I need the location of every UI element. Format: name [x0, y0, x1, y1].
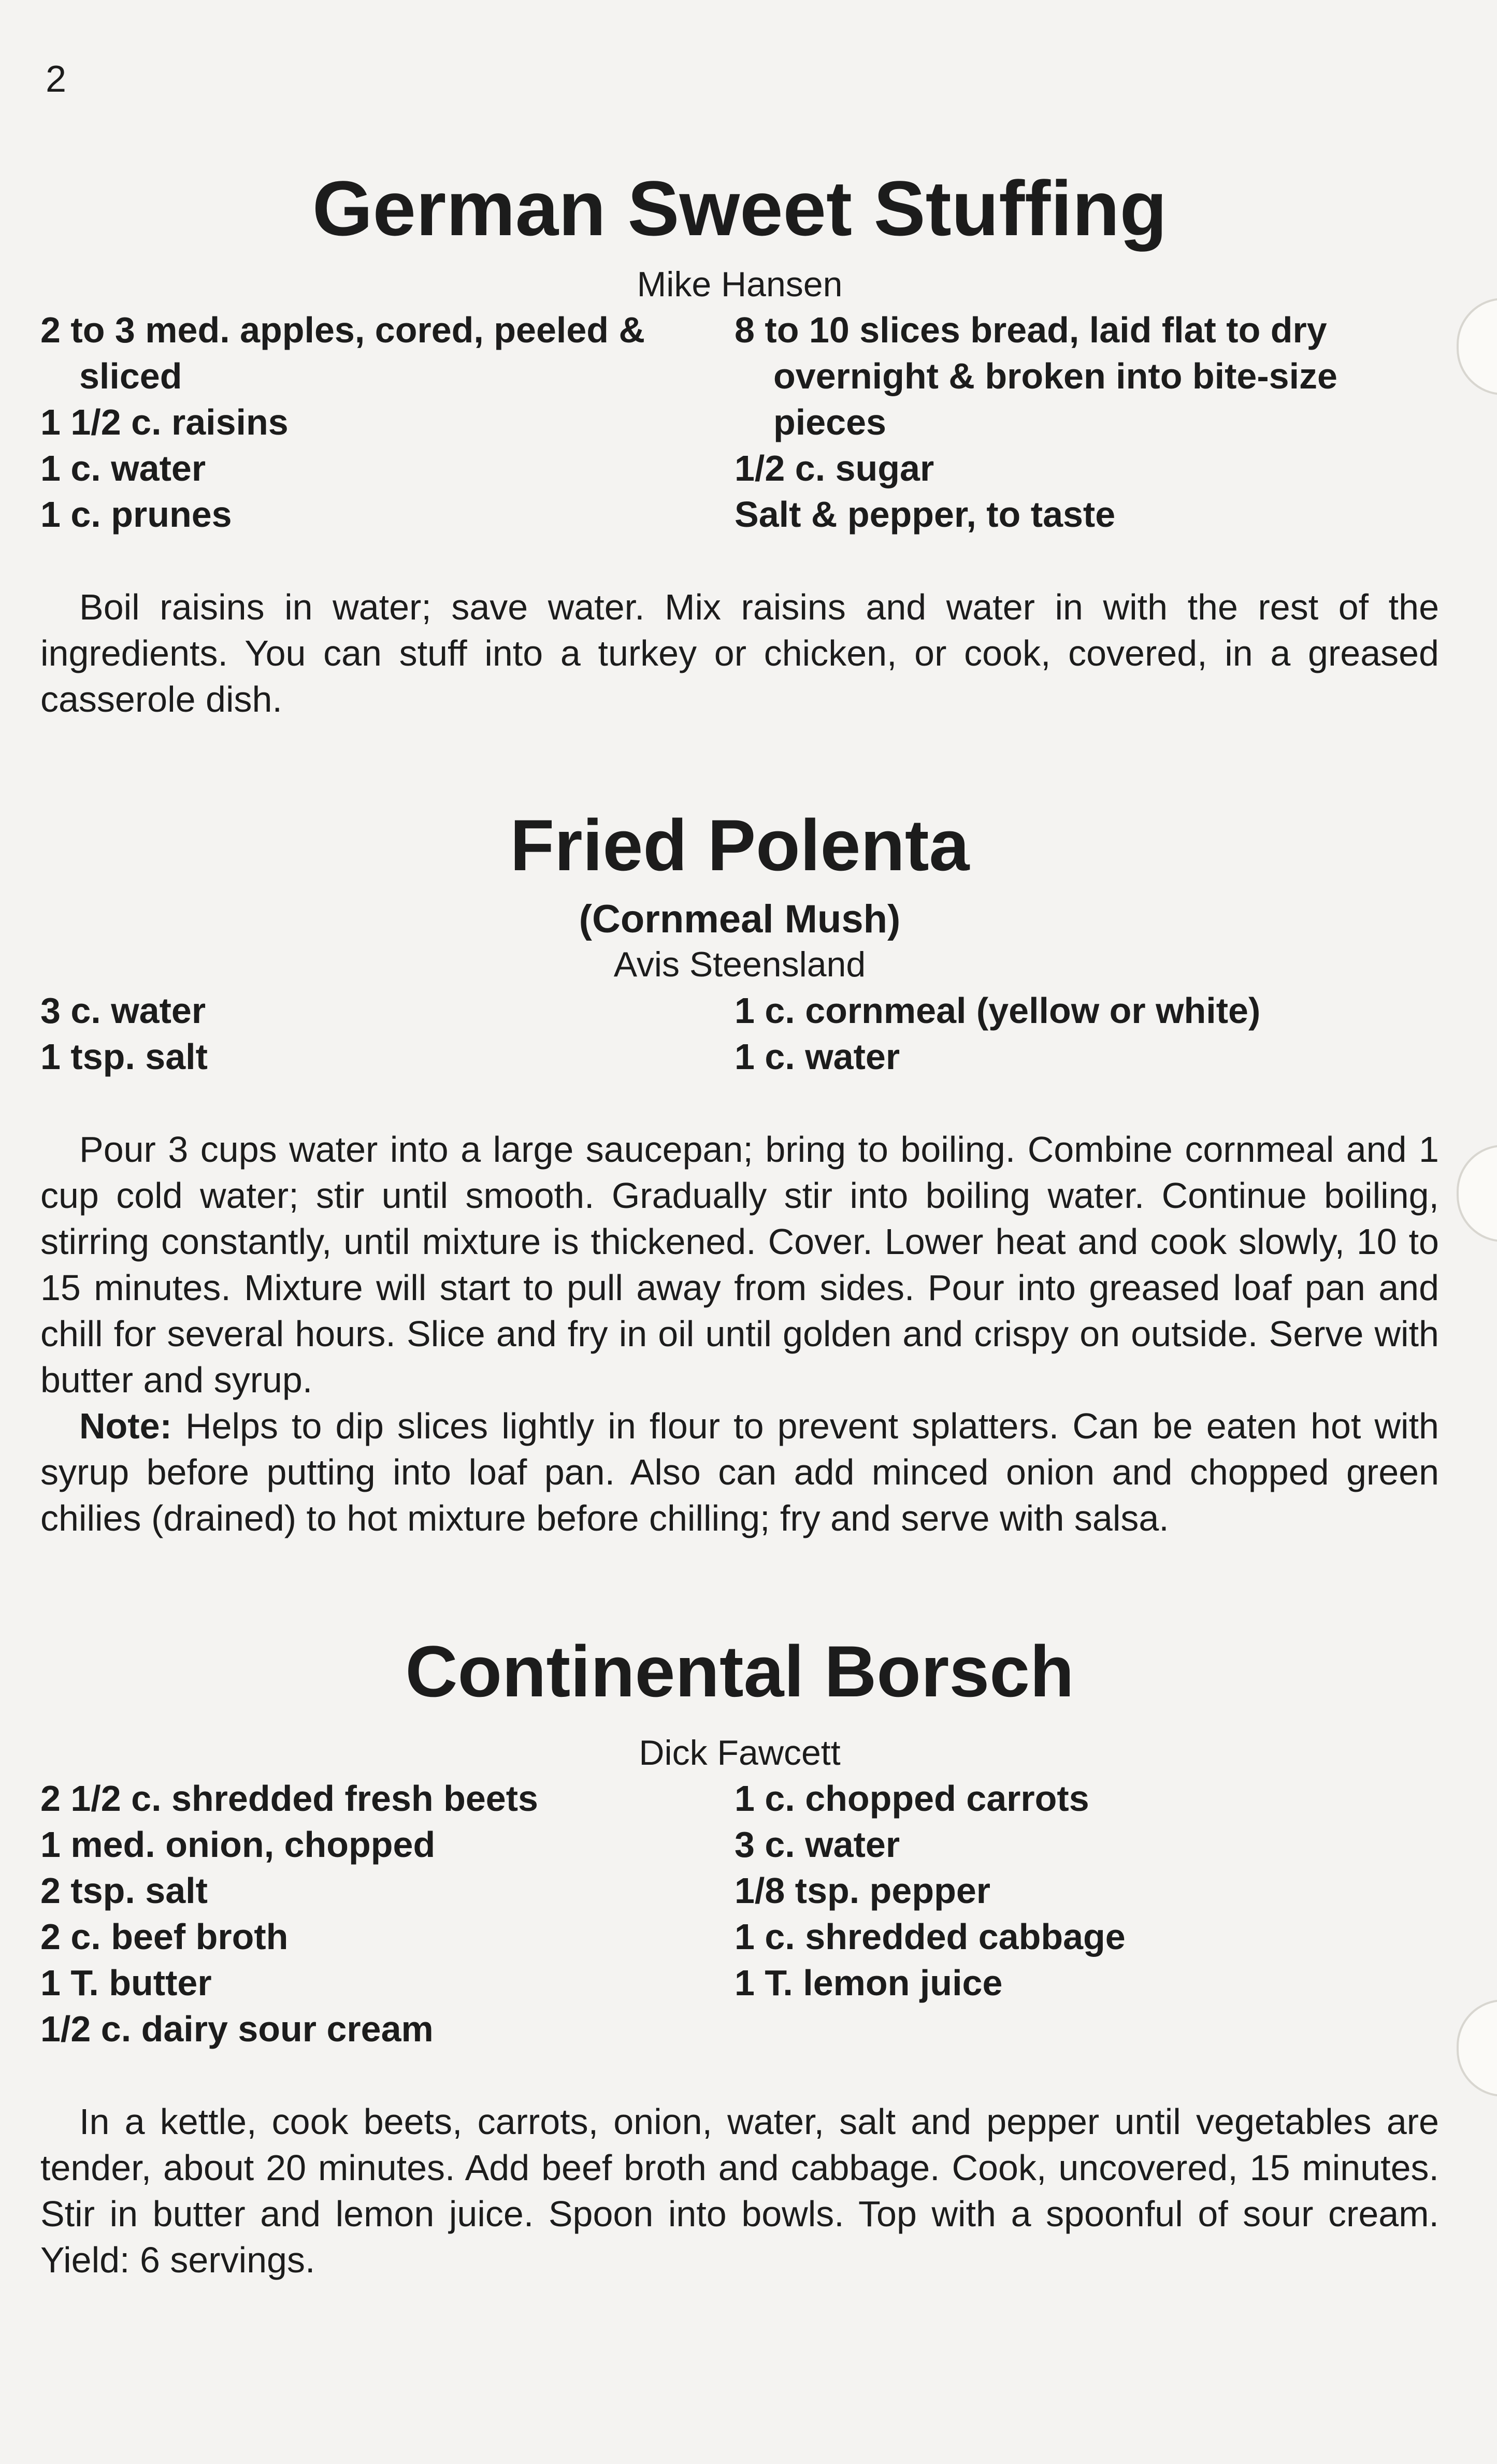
recipe-directions	[40, 584, 1439, 723]
ingredient-item: 1 c. water	[40, 448, 206, 489]
ingredient-column-left	[40, 988, 735, 1080]
ingredient-item: 1/2 c. sugar	[735, 448, 934, 489]
recipe-directions	[40, 2099, 1439, 2283]
ingredient-item: 1 T. butter	[40, 1963, 212, 2004]
ingredient-item: 3 c. water	[735, 1824, 900, 1865]
ingredient-column-right	[735, 307, 1439, 538]
recipe-title: Fried Polenta	[510, 804, 970, 886]
binder-hole	[1457, 298, 1497, 395]
ingredient-list	[40, 1776, 1439, 2052]
recipe-german-sweet-stuffing	[40, 166, 1439, 723]
ingredient-item: 1 c. cornmeal (yellow or white)	[735, 990, 1261, 1031]
ingredient-column-right	[735, 1776, 1439, 2052]
ingredient-item: 2 1/2 c. shredded fresh beets	[40, 1778, 538, 1819]
ingredient-column-left	[40, 307, 735, 538]
ingredient-item: 1/2 c. dairy sour cream	[40, 2009, 434, 2050]
ingredient-item: 1/8 tsp. pepper	[735, 1870, 991, 1911]
note-label: Note:	[79, 1405, 172, 1446]
binder-hole	[1457, 1999, 1497, 2097]
recipe-author: Mike Hansen	[637, 265, 843, 304]
ingredient-item: 1 c. shredded cabbage	[735, 1917, 1126, 1957]
ingredient-item: 1 c. chopped carrots	[735, 1778, 1089, 1819]
ingredient-item: 2 to 3 med. apples, cored, peeled & sliced	[40, 310, 645, 397]
directions-text: Boil raisins in water; save water. Mix raisins and water in with the rest of the ingredients. You can stuff into a turkey or chicken, or cook, covered, in a greased casserole dish.	[40, 587, 1439, 720]
ingredient-item: 2 c. beef broth	[40, 1917, 289, 1957]
recipe-continental-borsch	[40, 1632, 1439, 2283]
ingredient-item: 1 T. lemon juice	[735, 1963, 1003, 2004]
recipe-directions	[40, 1127, 1439, 1403]
ingredient-item: 1 tsp. salt	[40, 1036, 208, 1077]
recipe-title: German Sweet Stuffing	[312, 165, 1168, 252]
page-number: 2	[46, 59, 67, 100]
ingredient-item: 3 c. water	[40, 990, 206, 1031]
ingredient-list	[40, 307, 1439, 538]
ingredient-item: 1 c. water	[735, 1036, 900, 1077]
recipe-author: Dick Fawcett	[639, 1733, 841, 1773]
ingredient-item: 8 to 10 slices bread, laid flat to dry overnight & broken into bite-size pieces	[735, 310, 1337, 443]
binder-hole	[1457, 1145, 1497, 1242]
recipe-subtitle: (Cornmeal Mush)	[579, 897, 901, 941]
ingredient-column-left	[40, 1776, 735, 2052]
directions-text: Pour 3 cups water into a large saucepan; bring to boiling. Combine cornmeal and 1 cup cold water; stir until smooth. Gradually stir into boiling water. Continue boiling, stirring constantly, until mixture is thickened. Cover. Lower heat and cook slowly, 10 to 15 minutes. Mixture will start to pull away from sides. Pour into greased loaf pan and chill for several hours. Slice and fry in oil until golden and crispy on outside. Serve with butter and syrup.	[40, 1129, 1439, 1400]
recipe-note	[40, 1403, 1439, 1541]
ingredient-item: Salt & pepper, to taste	[735, 494, 1116, 535]
recipe-author: Avis Steensland	[613, 945, 866, 985]
ingredient-column-right	[735, 988, 1439, 1080]
recipe-title: Continental Borsch	[405, 1631, 1074, 1712]
directions-text: In a kettle, cook beets, carrots, onion, water, salt and pepper until vegetables are tender, about 20 minutes. Add beef broth and cabbage. Cook, uncovered, 15 minutes. Stir in butter and lemon juice. Spoon into bowls. Top with a spoonful of sour cream. Yield: 6 servings.	[40, 2101, 1439, 2281]
ingredient-list	[40, 988, 1439, 1080]
ingredient-item: 1 c. prunes	[40, 494, 232, 535]
ingredient-item: 1 med. onion, chopped	[40, 1824, 436, 1865]
note-text: Helps to dip slices lightly in flour to prevent splatters. Can be eaten hot with syrup before putting into loaf pan. Also can add minced onion and chopped green chilies (drained) to hot mixture before chilling; fry and serve with salsa.	[40, 1405, 1439, 1538]
recipe-fried-polenta	[40, 805, 1439, 1541]
ingredient-item: 1 1/2 c. raisins	[40, 402, 289, 443]
ingredient-item: 2 tsp. salt	[40, 1870, 208, 1911]
